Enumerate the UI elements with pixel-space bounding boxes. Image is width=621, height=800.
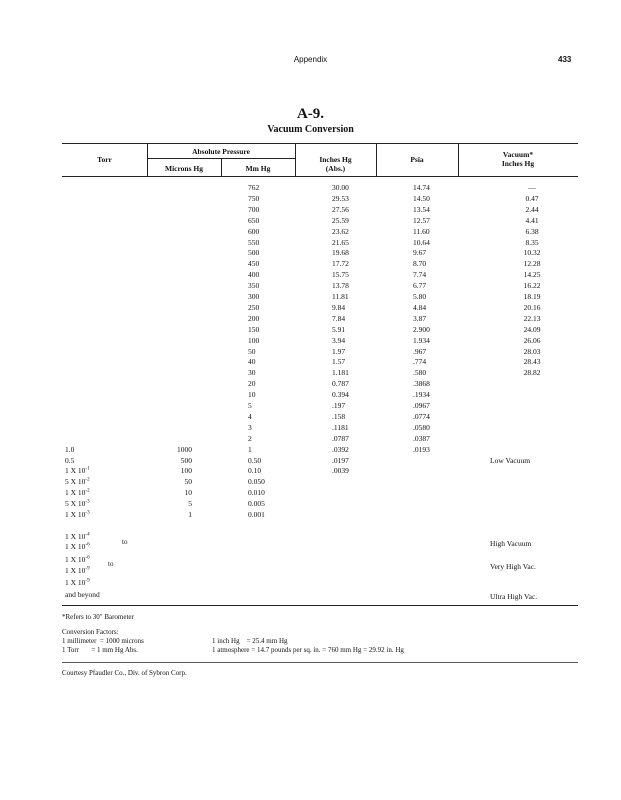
table-row bbox=[0, 259, 621, 270]
vacuum-cell: 20.16 bbox=[523, 302, 541, 312]
psia-cell: 12.57 bbox=[413, 215, 430, 225]
mm-cell: 1 bbox=[248, 444, 252, 454]
table-row bbox=[0, 314, 621, 325]
mm-cell: 700 bbox=[248, 204, 260, 214]
vacuum-cell: Low Vacuum bbox=[490, 455, 531, 465]
psia-cell: .1934 bbox=[413, 390, 430, 400]
table-row bbox=[0, 412, 621, 423]
inches-cell: 1.181 bbox=[332, 368, 349, 378]
credit-rule bbox=[62, 662, 578, 663]
mm-cell: 0.005 bbox=[248, 499, 265, 509]
table-row bbox=[0, 423, 621, 434]
mm-cell: 0.050 bbox=[248, 477, 265, 487]
mm-cell: 200 bbox=[248, 313, 260, 323]
range-ultra-start: 1 X $10^{-9}$ bbox=[65, 578, 90, 587]
inches-cell: 9.84 bbox=[332, 302, 346, 312]
conversion-left-2: 1 Torr = 1 mm Hg Abs. bbox=[62, 646, 138, 654]
psia-cell: 10.64 bbox=[413, 237, 430, 247]
credit-line: Courtesy Pfaudler Co., Div. of Sybron Corp. bbox=[62, 669, 187, 677]
psia-cell: .967 bbox=[413, 346, 427, 356]
microns-cell: 50 bbox=[184, 477, 192, 487]
header-top-rule bbox=[62, 143, 578, 144]
mm-cell: 20 bbox=[248, 379, 256, 389]
table-row bbox=[0, 281, 621, 292]
table-row bbox=[0, 456, 621, 467]
microns-cell: 1000 bbox=[177, 444, 192, 454]
mm-cell: 50 bbox=[248, 346, 256, 356]
vacuum-cell: 8.35 bbox=[525, 237, 539, 247]
conversion-left-1: 1 millimeter = 1000 microns bbox=[62, 637, 144, 645]
vacuum-cell: — bbox=[528, 183, 536, 192]
table-title: Vacuum Conversion bbox=[267, 124, 354, 135]
col-header-inches-line1: Inches Hg bbox=[319, 155, 352, 164]
range-high-to: to bbox=[122, 538, 128, 546]
table-row bbox=[0, 466, 621, 477]
col-header-torr: Torr bbox=[97, 155, 112, 164]
torr-base: 0.5 bbox=[65, 455, 75, 465]
torr-base: 1 X 10 bbox=[65, 466, 86, 476]
torr-exponent: -3 bbox=[85, 499, 90, 505]
psia-cell: 8.70 bbox=[413, 259, 427, 269]
mm-cell: 650 bbox=[248, 215, 260, 225]
col-header-mm: Mm Hg bbox=[245, 164, 271, 173]
table-row bbox=[0, 445, 621, 456]
conversion-heading: Conversion Factors: bbox=[62, 628, 119, 636]
table-row bbox=[0, 368, 621, 379]
vacuum-cell: 6.38 bbox=[525, 226, 539, 236]
table-row bbox=[0, 336, 621, 347]
col-header-absolute-pressure: Absolute Pressure bbox=[192, 147, 250, 156]
psia-cell: .774 bbox=[413, 357, 427, 367]
psia-cell: .0580 bbox=[413, 422, 430, 432]
torr-base: 1 X 10 bbox=[65, 510, 86, 519]
microns-cell: 10 bbox=[184, 488, 192, 498]
inches-cell: 1.57 bbox=[332, 357, 346, 367]
col-header-microns: Microns Hg bbox=[165, 164, 203, 173]
psia-cell: 9.67 bbox=[413, 248, 427, 258]
torr-base: 5 X 10 bbox=[65, 499, 86, 509]
inches-cell: 30.00 bbox=[332, 183, 349, 192]
torr-cell bbox=[65, 445, 74, 456]
vacuum-cell: 4.41 bbox=[525, 215, 539, 225]
mm-cell: 0.010 bbox=[248, 488, 265, 498]
table-row bbox=[0, 270, 621, 281]
table-row bbox=[0, 183, 621, 194]
vacuum-cell: 10.32 bbox=[523, 248, 541, 258]
mm-cell: 550 bbox=[248, 237, 260, 247]
mm-cell: 0.50 bbox=[248, 455, 262, 465]
psia-cell: .580 bbox=[413, 368, 427, 378]
inches-cell: 5.91 bbox=[332, 324, 346, 334]
table-row bbox=[0, 390, 621, 401]
mm-cell: 40 bbox=[248, 357, 256, 367]
inches-cell: 0.394 bbox=[332, 390, 349, 400]
range-high-end: 1 X $10^{-6}$ bbox=[65, 542, 90, 551]
inches-cell: 23.62 bbox=[332, 226, 349, 236]
mm-cell: 30 bbox=[248, 368, 256, 378]
inches-cell: 29.53 bbox=[332, 193, 349, 203]
col-header-vacuum-line1: Vacuum* bbox=[502, 150, 534, 159]
inches-cell: 13.78 bbox=[332, 281, 349, 291]
table-row bbox=[0, 499, 621, 510]
conversion-right-2: 1 atmosphere = 14.7 pounds per sq. in. = 760 mm Hg = 29.92 in. Hg bbox=[212, 646, 404, 654]
table-row bbox=[0, 379, 621, 390]
torr-exponent: -2 bbox=[85, 488, 90, 494]
page-number: 433 bbox=[558, 55, 572, 64]
inches-cell: .0392 bbox=[332, 444, 349, 454]
table-row bbox=[0, 357, 621, 368]
header-bottom-rule bbox=[62, 176, 578, 177]
psia-cell: 1.934 bbox=[413, 335, 430, 345]
vacuum-cell: 24.09 bbox=[523, 324, 541, 334]
inches-cell: 27.56 bbox=[332, 204, 349, 214]
range-high-start: 1 X $10^{-4}$ bbox=[65, 532, 90, 541]
vacuum-cell: 2.44 bbox=[525, 204, 539, 214]
range-high-label: High Vacuum bbox=[490, 539, 532, 548]
conversion-right-1: 1 inch Hg = 25.4 mm Hg bbox=[212, 637, 288, 645]
table-row bbox=[0, 303, 621, 314]
mm-cell: 0.001 bbox=[248, 510, 265, 519]
mm-cell: 10 bbox=[248, 390, 256, 400]
mm-cell: 150 bbox=[248, 324, 260, 334]
table-row bbox=[0, 488, 621, 499]
mm-cell: 3 bbox=[248, 422, 252, 432]
torr-exponent: -1 bbox=[85, 466, 90, 472]
inches-cell: .197 bbox=[332, 401, 346, 410]
table-row bbox=[0, 347, 621, 358]
mm-cell: 450 bbox=[248, 259, 260, 269]
table-row bbox=[0, 227, 621, 238]
vacuum-cell: 0.47 bbox=[525, 193, 539, 203]
range-veryhigh-label: Very High Vac. bbox=[490, 562, 536, 571]
psia-cell: 11.60 bbox=[413, 226, 430, 236]
col-header-vacuum-line2: Inches Hg bbox=[501, 159, 535, 168]
vacuum-cell: 28.03 bbox=[523, 346, 541, 356]
col-header-inches-abs bbox=[295, 155, 376, 173]
torr-base: 1.0 bbox=[65, 444, 75, 454]
inches-cell: 11.81 bbox=[332, 292, 349, 301]
vacuum-cell: 12.28 bbox=[523, 259, 541, 269]
running-header: Appendix bbox=[293, 55, 328, 64]
range-ultra-end: and beyond bbox=[65, 590, 100, 599]
inches-cell: 25.59 bbox=[332, 215, 349, 225]
inches-cell: .1181 bbox=[332, 422, 349, 432]
table-row bbox=[0, 477, 621, 488]
mm-cell: 4 bbox=[248, 411, 252, 421]
vacuum-cell: 22.13 bbox=[523, 313, 541, 323]
mm-cell: 762 bbox=[248, 183, 260, 192]
torr-exponent: -2 bbox=[85, 477, 90, 483]
inches-cell: .0039 bbox=[332, 466, 349, 476]
psia-cell: 3.87 bbox=[413, 313, 427, 323]
table-row bbox=[0, 292, 621, 303]
table-row bbox=[0, 434, 621, 445]
col-header-inches-line2: (Abs.) bbox=[325, 164, 346, 173]
footnote: *Refers to 30" Barometer bbox=[62, 613, 134, 621]
table-row bbox=[0, 248, 621, 259]
table-row bbox=[0, 510, 621, 521]
mm-cell: 0.10 bbox=[248, 466, 262, 476]
psia-cell: .0967 bbox=[413, 401, 430, 410]
psia-cell: 14.50 bbox=[413, 193, 430, 203]
vacuum-cell: 14.25 bbox=[523, 270, 541, 280]
mm-cell: 400 bbox=[248, 270, 260, 280]
col-header-vacuum bbox=[458, 150, 578, 168]
range-ultra-label: Ultra High Vac. bbox=[490, 592, 538, 601]
range-veryhigh-end: 1 X $10^{-9}$ bbox=[65, 566, 90, 575]
mm-cell: 500 bbox=[248, 248, 260, 258]
table-number: A-9. bbox=[296, 106, 325, 122]
table-row bbox=[0, 205, 621, 216]
microns-cell: 5 bbox=[188, 499, 192, 509]
range-veryhigh-start: 1 X $10^{-6}$ bbox=[65, 555, 90, 564]
inches-cell: .158 bbox=[332, 411, 346, 421]
col-header-psia: Psia bbox=[410, 155, 424, 164]
psia-cell: .3868 bbox=[413, 379, 430, 389]
psia-cell: 5.80 bbox=[413, 292, 427, 301]
mm-cell: 5 bbox=[248, 401, 252, 410]
mm-cell: 350 bbox=[248, 281, 260, 291]
vacuum-cell: 18.19 bbox=[523, 292, 541, 301]
microns-cell: 500 bbox=[180, 455, 192, 465]
table-row bbox=[0, 401, 621, 412]
mm-cell: 750 bbox=[248, 193, 260, 203]
psia-cell: .0193 bbox=[413, 444, 430, 454]
range-veryhigh-to: to bbox=[108, 560, 114, 568]
table-row bbox=[0, 216, 621, 227]
mm-cell: 600 bbox=[248, 226, 260, 236]
mm-cell: 250 bbox=[248, 302, 260, 312]
psia-cell: .0387 bbox=[413, 433, 430, 443]
psia-cell: 6.77 bbox=[413, 281, 427, 291]
mm-cell: 2 bbox=[248, 433, 252, 443]
vacuum-cell: 28.82 bbox=[523, 368, 541, 378]
vacuum-cell: 26.06 bbox=[523, 335, 541, 345]
microns-cell: 100 bbox=[180, 466, 192, 476]
vacuum-cell: 16.22 bbox=[523, 281, 541, 291]
psia-cell: 7.74 bbox=[413, 270, 427, 280]
mm-cell: 100 bbox=[248, 335, 260, 345]
torr-cell bbox=[65, 488, 90, 499]
psia-cell: 13.54 bbox=[413, 204, 430, 214]
mm-cell: 300 bbox=[248, 292, 260, 301]
torr-cell bbox=[65, 456, 74, 467]
inches-cell: 3.94 bbox=[332, 335, 346, 345]
torr-base: 1 X 10 bbox=[65, 488, 86, 498]
microns-cell: 1 bbox=[188, 510, 192, 519]
torr-exponent: -3 bbox=[85, 510, 90, 516]
inches-cell: .0787 bbox=[332, 433, 349, 443]
inches-cell: 17.72 bbox=[332, 259, 349, 269]
table-row bbox=[0, 194, 621, 205]
table-bottom-rule bbox=[62, 605, 578, 606]
torr-cell bbox=[65, 466, 90, 477]
inches-cell: 7.84 bbox=[332, 313, 346, 323]
inches-cell: .0197 bbox=[332, 455, 349, 465]
inches-cell: 15.75 bbox=[332, 270, 349, 280]
torr-cell bbox=[65, 499, 90, 510]
torr-base: 5 X 10 bbox=[65, 477, 86, 487]
inches-cell: 0.787 bbox=[332, 379, 349, 389]
inches-cell: 1.97 bbox=[332, 346, 346, 356]
torr-cell bbox=[65, 477, 90, 488]
torr-cell bbox=[65, 510, 90, 521]
psia-cell: 14.74 bbox=[413, 183, 430, 192]
psia-cell: 4.84 bbox=[413, 302, 427, 312]
inches-cell: 19.68 bbox=[332, 248, 349, 258]
psia-cell: .0774 bbox=[413, 411, 430, 421]
table-row bbox=[0, 238, 621, 249]
vacuum-cell: 28.43 bbox=[523, 357, 541, 367]
table-row bbox=[0, 325, 621, 336]
inches-cell: 21.65 bbox=[332, 237, 349, 247]
psia-cell: 2.900 bbox=[413, 324, 430, 334]
